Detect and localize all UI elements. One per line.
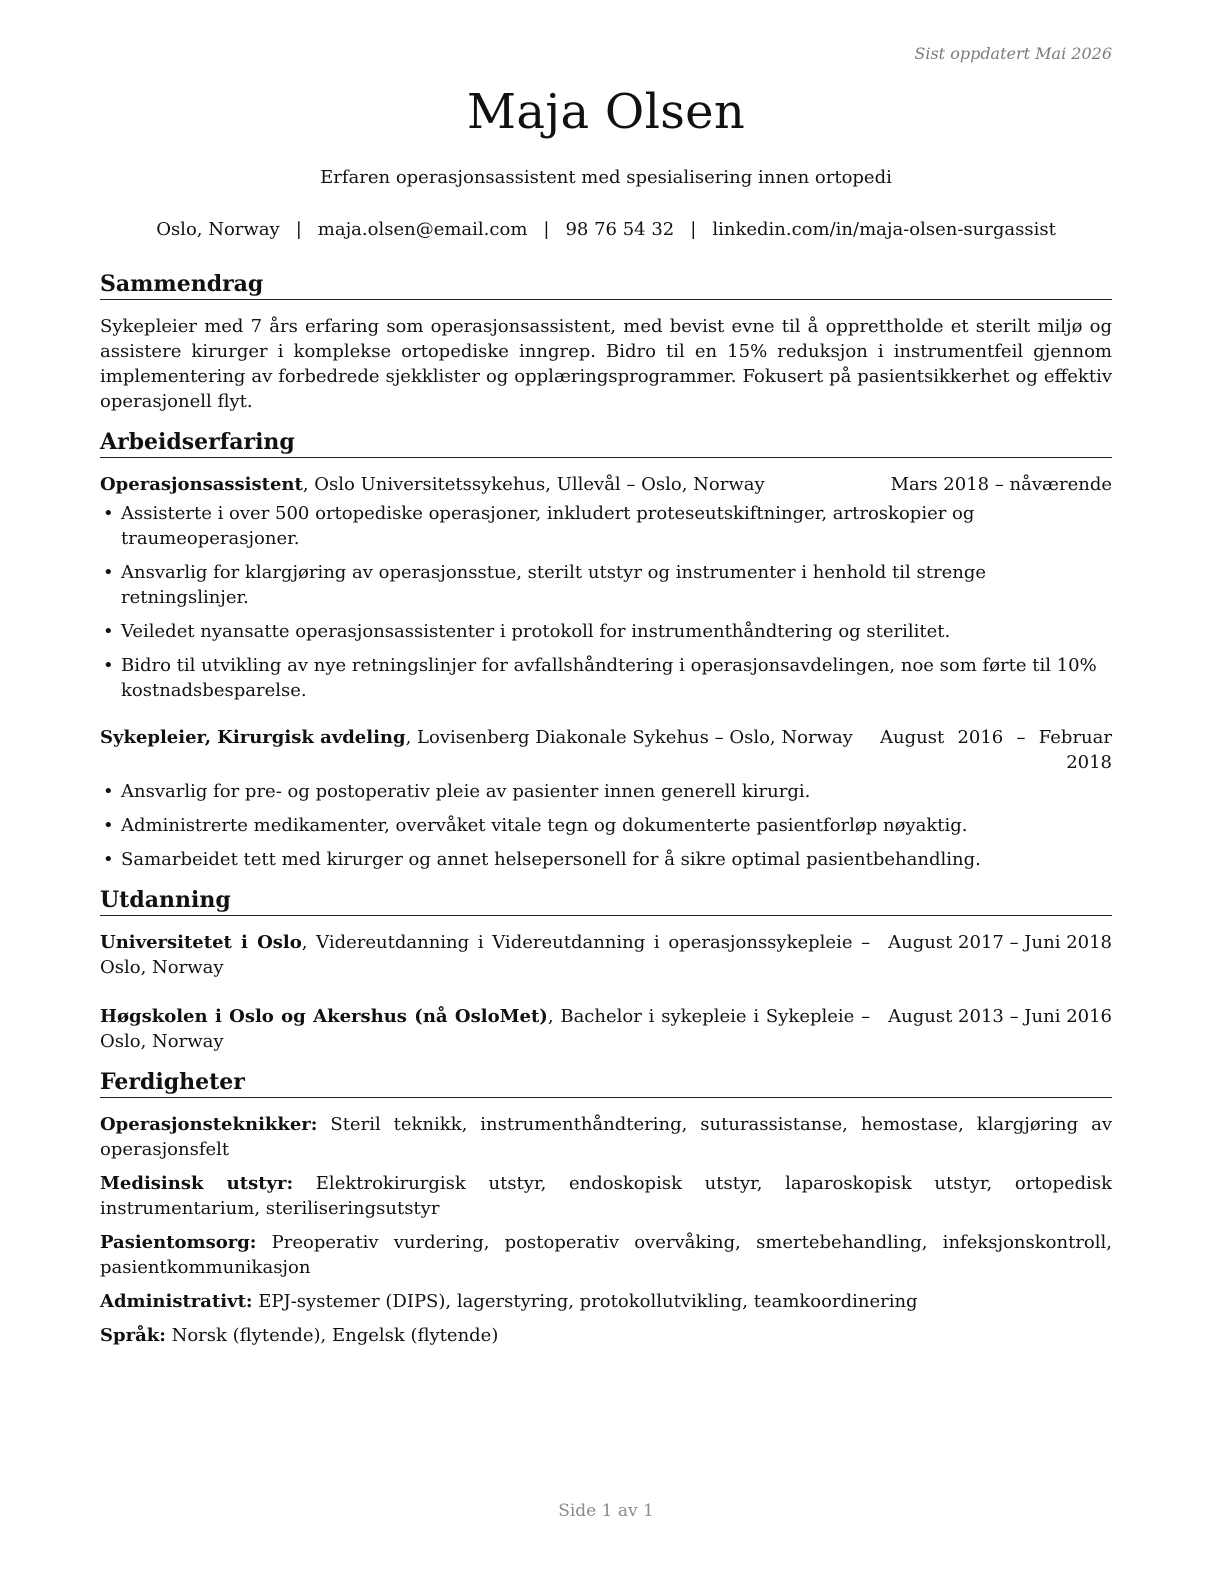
job-title-line <box>100 472 891 497</box>
education-details: , Bachelor i sykepleie i Sykepleie – Oslo, Norway <box>100 1006 871 1052</box>
skill-line <box>100 1112 1112 1162</box>
job-entry <box>100 472 1112 703</box>
skill-label: Administrativt: <box>100 1291 253 1312</box>
list-item <box>100 619 1112 644</box>
bullet-text: Veiledet nyansatte operasjonsassistenter i protokoll for instrumenthåndtering og sterilitet. <box>121 621 951 642</box>
bullet-icon: • <box>103 781 114 802</box>
bullet-icon: • <box>103 562 114 583</box>
contact-separator: | <box>690 219 697 240</box>
contact-location: Oslo, Norway <box>156 219 280 240</box>
bullet-icon: • <box>103 621 114 642</box>
list-item <box>100 813 1112 838</box>
education-title-line <box>100 1004 888 1054</box>
bullet-text: Bidro til utvikling av nye retningslinjer for avfallshåndtering i operasjonsavdelingen, noe som førte til 10% kostnadsbesparelse. <box>121 655 1097 701</box>
bullet-icon: • <box>103 503 114 524</box>
list-item <box>100 779 1112 804</box>
job-header <box>100 472 1112 497</box>
job-dates: Mars 2018 – nåværende <box>890 474 1112 495</box>
list-item <box>100 653 1112 703</box>
skill-value: Preoperativ vurdering, postoperativ overvåking, smertebehandling, infeksjonskontroll, pasientkommunikasjon <box>100 1232 1112 1278</box>
contact-linkedin[interactable]: linkedin.com/in/maja-olsen-surgassist <box>712 219 1056 240</box>
contact-separator: | <box>543 219 550 240</box>
list-item <box>100 560 1112 610</box>
contact-separator: | <box>295 219 302 240</box>
skill-value: Elektrokirurgisk utstyr, endoskopisk utstyr, laparoskopisk utstyr, ortopedisk instrumentarium, steriliseringsutstyr <box>100 1173 1112 1219</box>
tagline: Erfaren operasjonsassistent med spesialisering innen ortopedi <box>320 167 892 188</box>
skill-line <box>100 1230 1112 1280</box>
bullet-icon: • <box>103 655 114 676</box>
section-title-education: Utdanning <box>100 886 1112 916</box>
skill-value: Steril teknikk, instrumenthåndtering, suturassistanse, hemostase, klargjøring av operasjonsfelt <box>100 1114 1112 1160</box>
section-title-summary: Sammendrag <box>100 270 1112 300</box>
skill-label: Språk: <box>100 1325 166 1346</box>
skill-line <box>100 1171 1112 1221</box>
education-entry <box>100 1004 1112 1054</box>
job-header <box>100 725 1112 775</box>
bullet-text: Ansvarlig for klargjøring av operasjonsstue, sterilt utstyr og instrumenter i henhold til strenge retningslinjer. <box>121 562 986 608</box>
job-dates: August 2016 – Februar 2018 <box>880 727 1112 773</box>
job-role: Operasjonsassistent <box>100 474 303 495</box>
job-entry <box>100 725 1112 872</box>
education-school: Høgskolen i Oslo og Akershus (nå OsloMet) <box>100 1006 548 1027</box>
bullet-text: Administrerte medikamenter, overvåket vitale tegn og dokumenterte pasientforløp nøyaktig. <box>121 815 968 836</box>
bullet-text: Ansvarlig for pre- og postoperativ pleie av pasienter innen generell kirurgi. <box>121 781 811 802</box>
education-school: Universitetet i Oslo <box>100 932 302 953</box>
skill-value: EPJ-systemer (DIPS), lagerstyring, protokollutvikling, teamkoordinering <box>252 1291 918 1312</box>
skills-section <box>100 1068 1112 1348</box>
skill-line <box>100 1289 1112 1314</box>
job-title-line <box>100 725 880 775</box>
skill-line <box>100 1323 1112 1348</box>
bullet-text: Samarbeidet tett med kirurger og annet helsepersonell for å sikre optimal pasientbehandling. <box>121 849 981 870</box>
education-section <box>100 886 1112 1054</box>
section-title-skills: Ferdigheter <box>100 1068 1112 1098</box>
page-number: Side 1 av 1 <box>558 1501 654 1521</box>
job-bullets <box>100 501 1112 703</box>
list-item <box>100 847 1112 872</box>
education-dates: August 2013 – Juni 2016 <box>888 1006 1112 1027</box>
job-role: Sykepleier, Kirurgisk avdeling <box>100 727 406 748</box>
summary-text: Sykepleier med 7 års erfaring som operasjonsassistent, med bevist evne til å opprettholde et sterilt miljø og assistere kirurger i komplekse ortopediske inngrep. Bidro til en 15% reduksjon i instrumentfeil gjennom implementering av forbedrede sjekklister og opplæringsprogrammer. Fokusert på pasientsikkerhet og effektiv operasjonell flyt. <box>100 316 1112 412</box>
contact-email[interactable]: maja.olsen@email.com <box>317 219 528 240</box>
education-header <box>100 1004 1112 1054</box>
contact-phone: 98 76 54 32 <box>565 219 675 240</box>
job-employer: , Oslo Universitetssykehus, Ullevål – Oslo, Norway <box>302 474 765 495</box>
bullet-icon: • <box>103 815 114 836</box>
resume-content <box>100 270 1112 1362</box>
skill-label: Pasientomsorg: <box>100 1232 257 1253</box>
bullet-icon: • <box>103 849 114 870</box>
summary-section <box>100 270 1112 414</box>
candidate-name: Maja Olsen <box>466 84 746 140</box>
last-updated: Sist oppdatert Mai 2026 <box>914 44 1112 63</box>
education-header <box>100 930 1112 980</box>
job-bullets <box>100 779 1112 872</box>
resume-page <box>100 0 1112 1584</box>
skill-label: Medisinsk utstyr: <box>100 1173 294 1194</box>
bullet-text: Assisterte i over 500 ortopediske operasjoner, inkludert proteseutskiftninger, artroskopier og traumeoperasjoner. <box>121 503 975 549</box>
skill-label: Operasjonsteknikker: <box>100 1114 318 1135</box>
education-dates: August 2017 – Juni 2018 <box>888 932 1112 953</box>
education-details: , Videreutdanning i Videreutdanning i operasjonssykepleie – Oslo, Norway <box>100 932 871 978</box>
section-title-experience: Arbeidserfaring <box>100 428 1112 458</box>
job-employer: , Lovisenberg Diakonale Sykehus – Oslo, Norway <box>405 727 853 748</box>
education-title-line <box>100 930 888 980</box>
skill-value: Norsk (flytende), Engelsk (flytende) <box>165 1325 499 1346</box>
contact-line <box>100 219 1112 240</box>
experience-section <box>100 428 1112 872</box>
education-entry <box>100 930 1112 980</box>
list-item <box>100 501 1112 551</box>
